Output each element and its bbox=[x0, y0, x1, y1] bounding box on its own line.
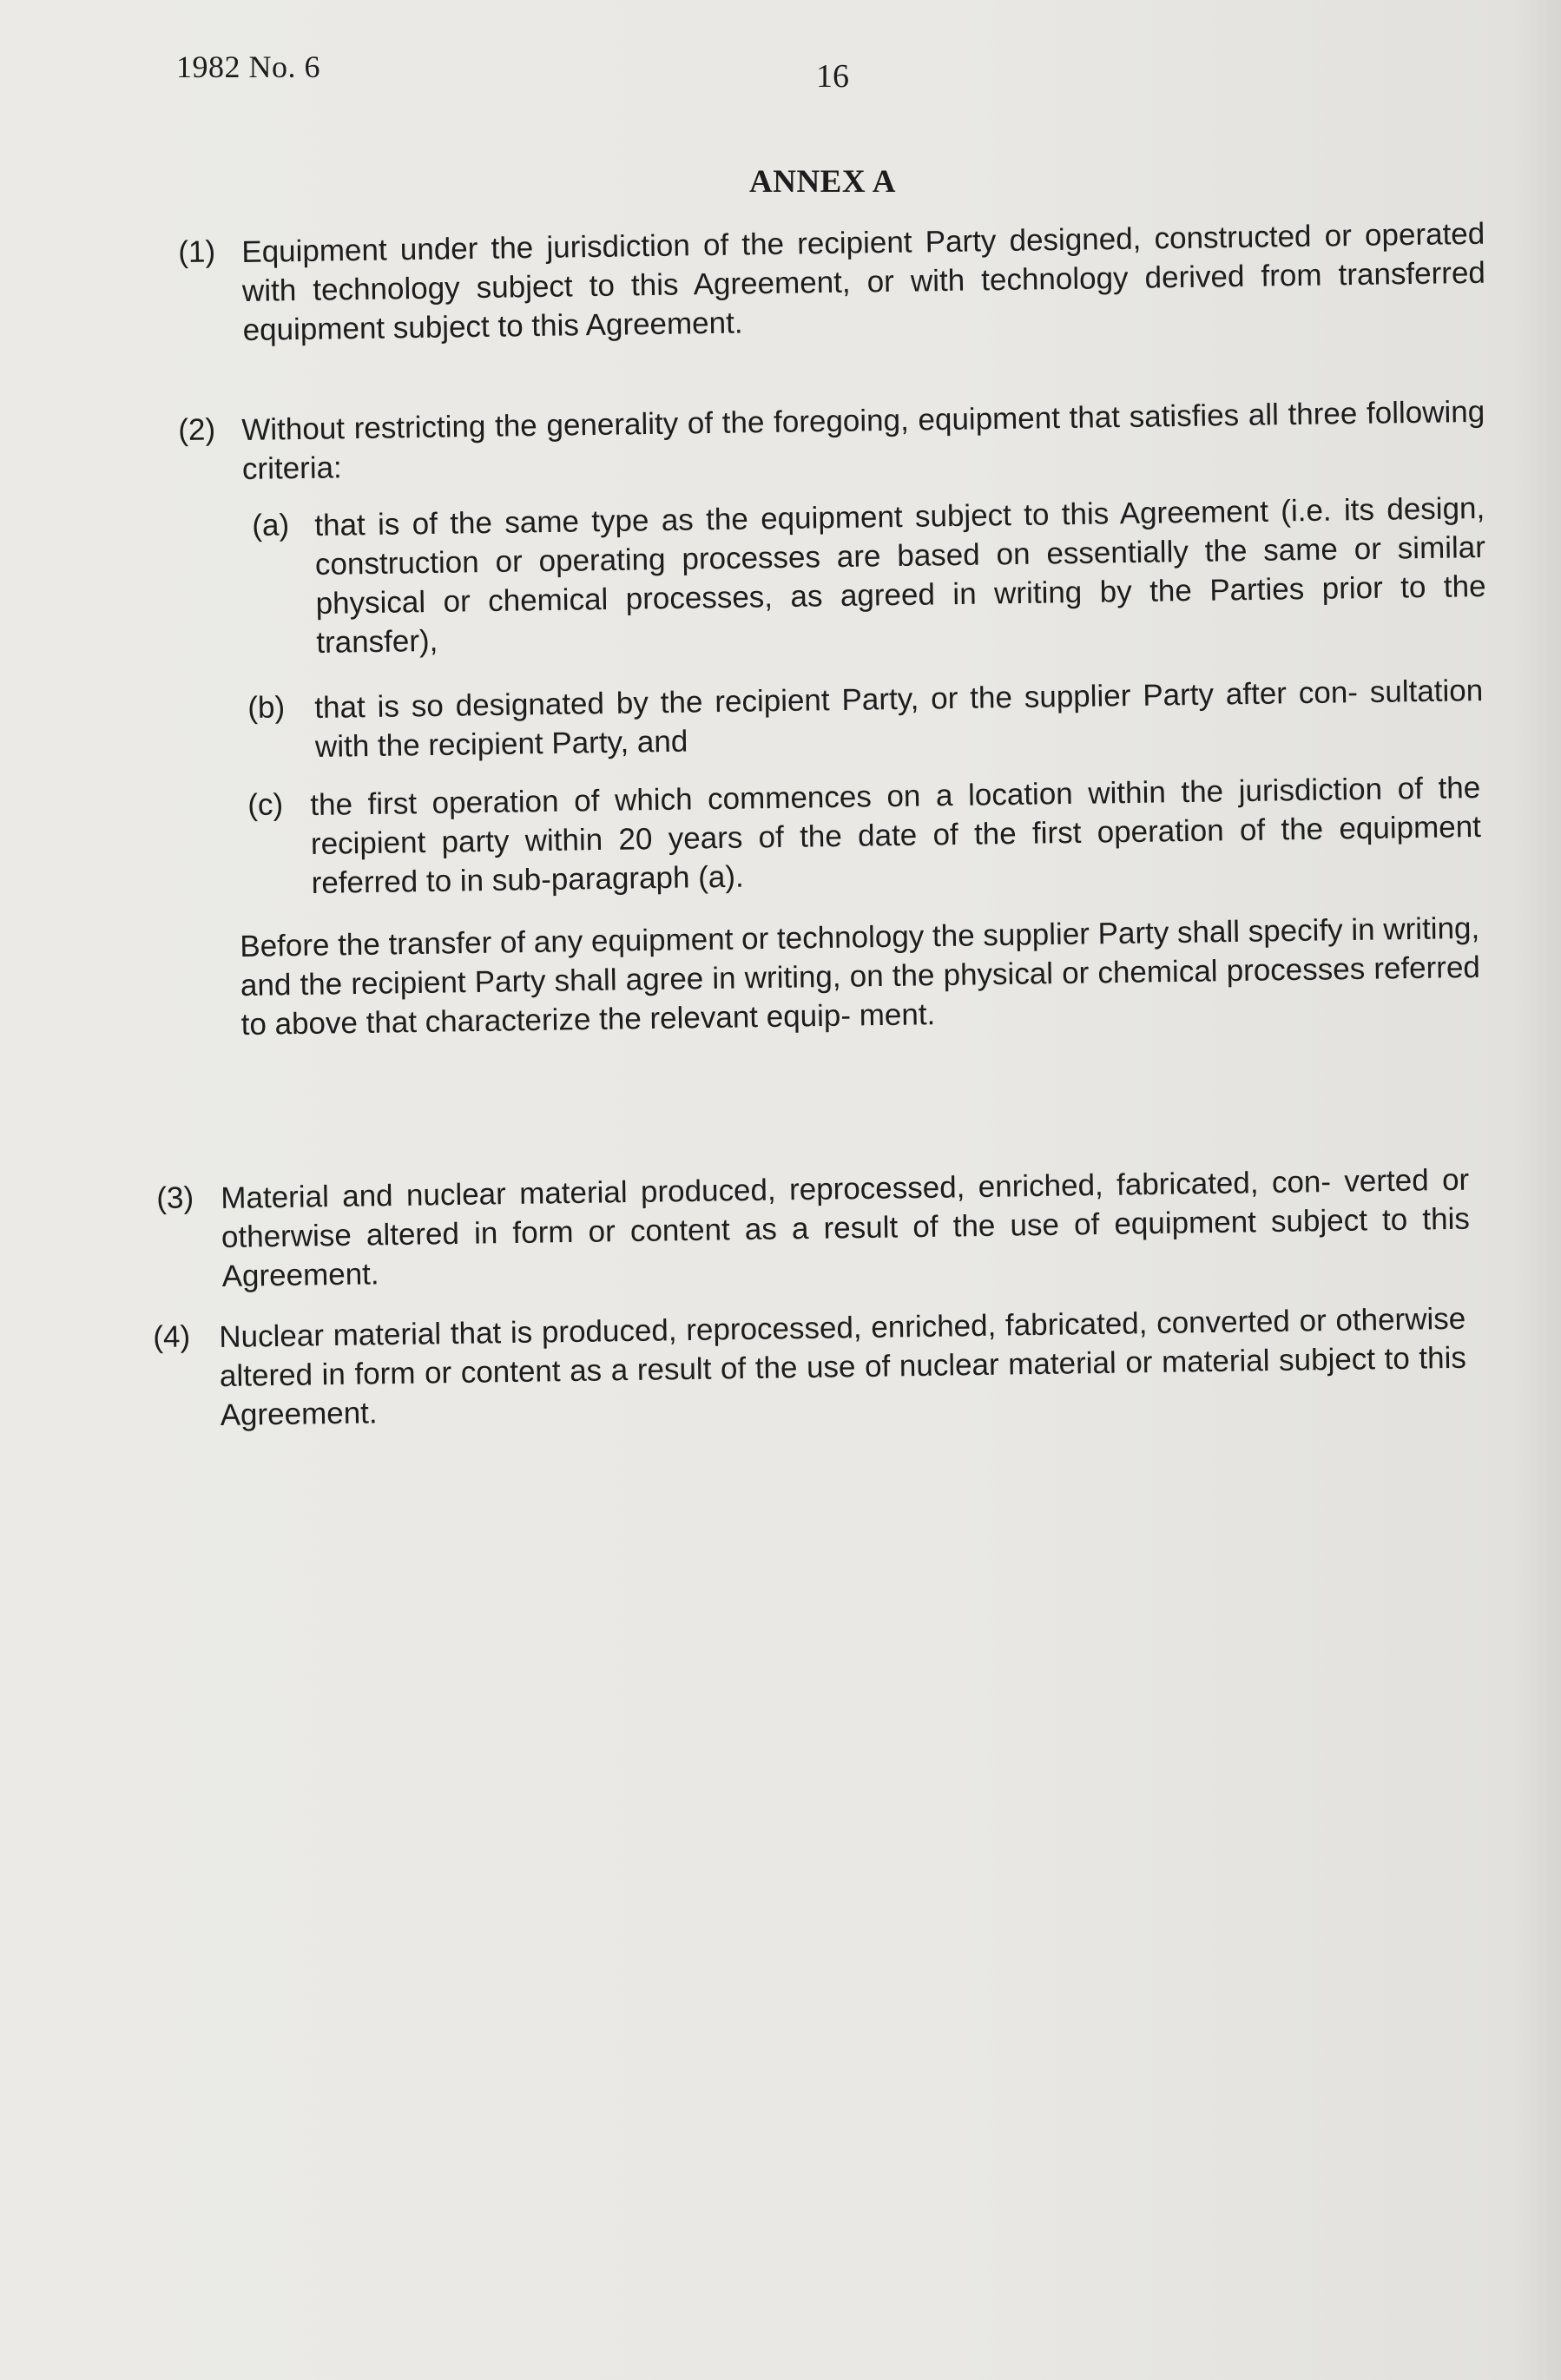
item-text-1: Equipment under the jurisdiction of the recipient Party designed, constructed or operated with technology subject to this Agreement, or with technology derived from transferred equipment subject to this Agreement. bbox=[241, 216, 1486, 347]
subitem-marker-a: (a) bbox=[252, 508, 290, 542]
annex-title: ANNEX A bbox=[749, 164, 896, 200]
item-marker-1: (1) bbox=[178, 234, 216, 269]
subitem-text-b: that is so designated by the recipient Party, or the supplier Party after con- sultation with the recipient Party, and bbox=[314, 674, 1484, 764]
item-marker-3: (3) bbox=[156, 1180, 194, 1215]
subitem-marker-c: (c) bbox=[247, 787, 284, 822]
subitem-text-c: the first operation of which commences on a location within the jurisdiction of the recipient party within 20 years of the date of the first operation of the equipment referred to in sub-paragraph (a). bbox=[310, 771, 1482, 900]
item-text-4: Nuclear material that is produced, reprocessed, enriched, fabricated, converted or otherwise altered in form or content as a result of the use of nuclear material or material subject to this Agreement. bbox=[219, 1301, 1467, 1432]
closing-paragraph: Before the transfer of any equipment or technology the supplier Party shall specify in writing, and the recipient Party shall agree in writing, on the physical or chemical processes referred to above that characterize the relevant equip- ment. bbox=[240, 911, 1481, 1042]
subitem-text-a: that is of the same type as the equipment subject to this Agreement (i.e. its design, construction or operating processes are based on essentially the same or similar physical or chemical processes, as agreed in writing by the Parties prior to the transfer), bbox=[314, 491, 1486, 660]
item-text-2: Without restricting the generality of the foregoing, equipment that satisfies all three following criteria: bbox=[241, 394, 1485, 486]
item-text-3: Material and nuclear material produced, reprocessed, enriched, fabricated, con- verted or otherwise altered in form or content as a result of the use of equipment subject to this Agreement. bbox=[221, 1162, 1471, 1293]
publication-reference: 1982 No. 6 bbox=[176, 49, 320, 84]
page-number: 16 bbox=[816, 58, 849, 95]
item-marker-4: (4) bbox=[153, 1319, 191, 1354]
subitem-marker-b: (b) bbox=[247, 690, 286, 725]
item-marker-2: (2) bbox=[178, 412, 216, 447]
